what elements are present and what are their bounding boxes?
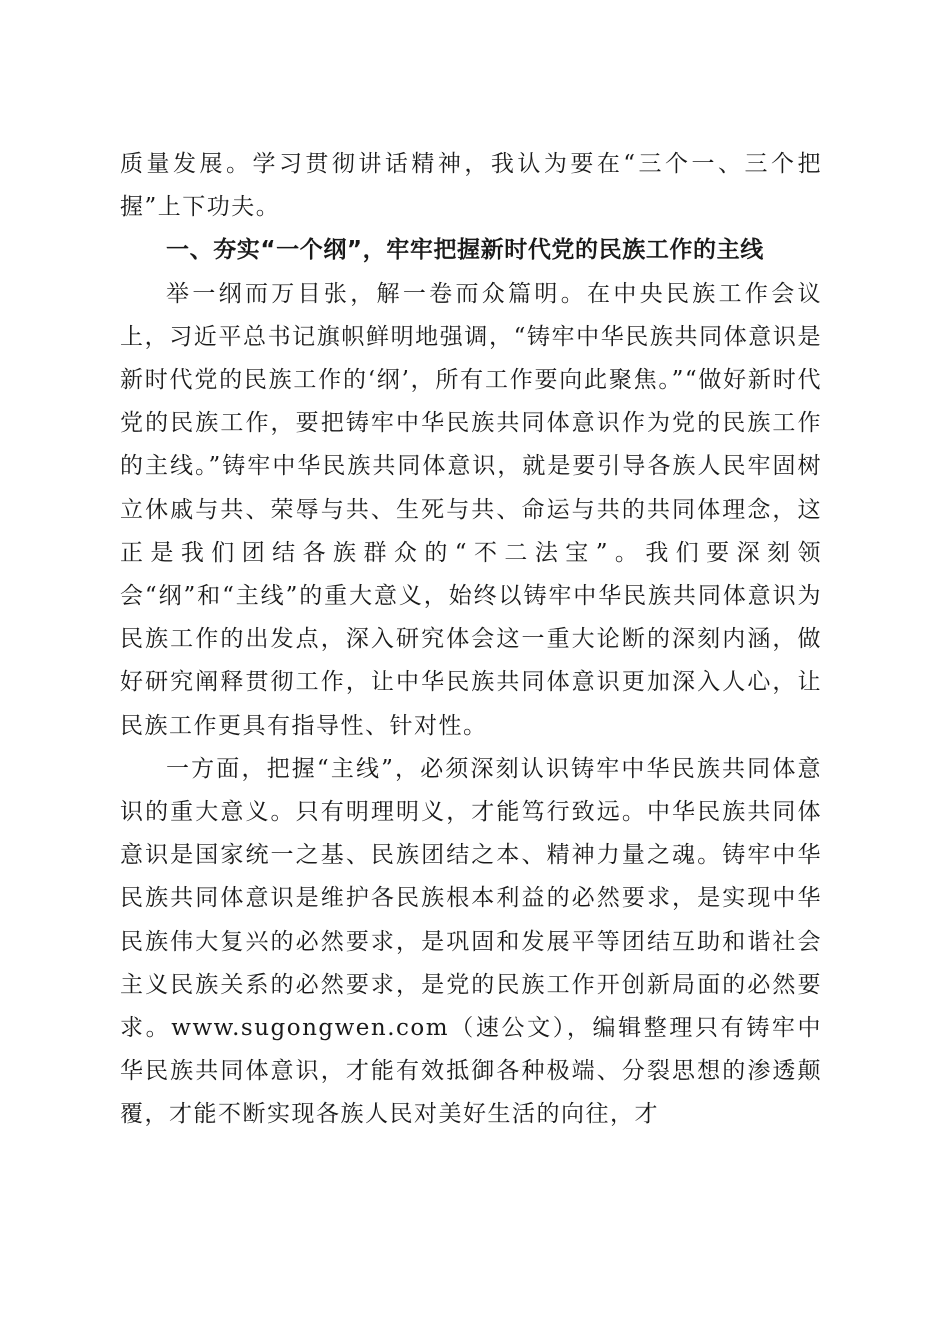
paragraph-on-one-hand: 一方面，把握“主线”，必须深刻认识铸牢中华民族共同体意识的重大意义。只有明理明义，才能笃行致远。中华民族共同体意识是国家统一之基、民族团结之本、精神力量之魂。铸牢中华民族共同体意识是维护各民族根本利益的必然要求，是实现中华民族伟大复兴的必然要求，是巩固和发展平等团结互助和谐社会主义民族关系的必然要求，是党的民族工作开创新局面的必然要求。www.sugongwen.com（速公文），编辑整理只有铸牢中华民族共同体意识，才能有效抵御各种极端、分裂思想的渗透颠覆，才能不断实现各族人民对美好生活的向往，才 — [120, 755, 822, 1128]
section-heading-1: 一、夯实“一个纲”，牢牢把握新时代党的民族工作的主线 — [166, 237, 764, 264]
paragraph-intro-continuation: 质量发展。学习贯彻讲话精神，我认为要在“三个一、三个把握”上下功夫。 — [120, 151, 822, 221]
document-body — [120, 143, 822, 1137]
paragraph-main-thread: 举一纲而万目张，解一卷而众篇明。在中央民族工作会议上，习近平总书记旗帜鲜明地强调，“铸牢中华民族共同体意识是新时代党的民族工作的‘纲’，所有工作要向此聚焦。”“做好新时代党的民族工作，要把铸牢中华民族共同体意识作为党的民族工作的主线。”铸牢中华民族共同体意识，就是要引导各族人民牢固树立休戚与共、荣辱与共、生死与共、命运与共的共同体理念，这正是我们团结各族群众的“不二法宝”。我们要深刻领会“纲”和“主线”的重大意义，始终以铸牢中华民族共同体意识为民族工作的出发点，深入研究体会这一重大论断的深刻内涵，做好研究阐释贯彻工作，让中华民族共同体意识更加深入人心，让民族工作更具有指导性、针对性。 — [120, 280, 822, 739]
